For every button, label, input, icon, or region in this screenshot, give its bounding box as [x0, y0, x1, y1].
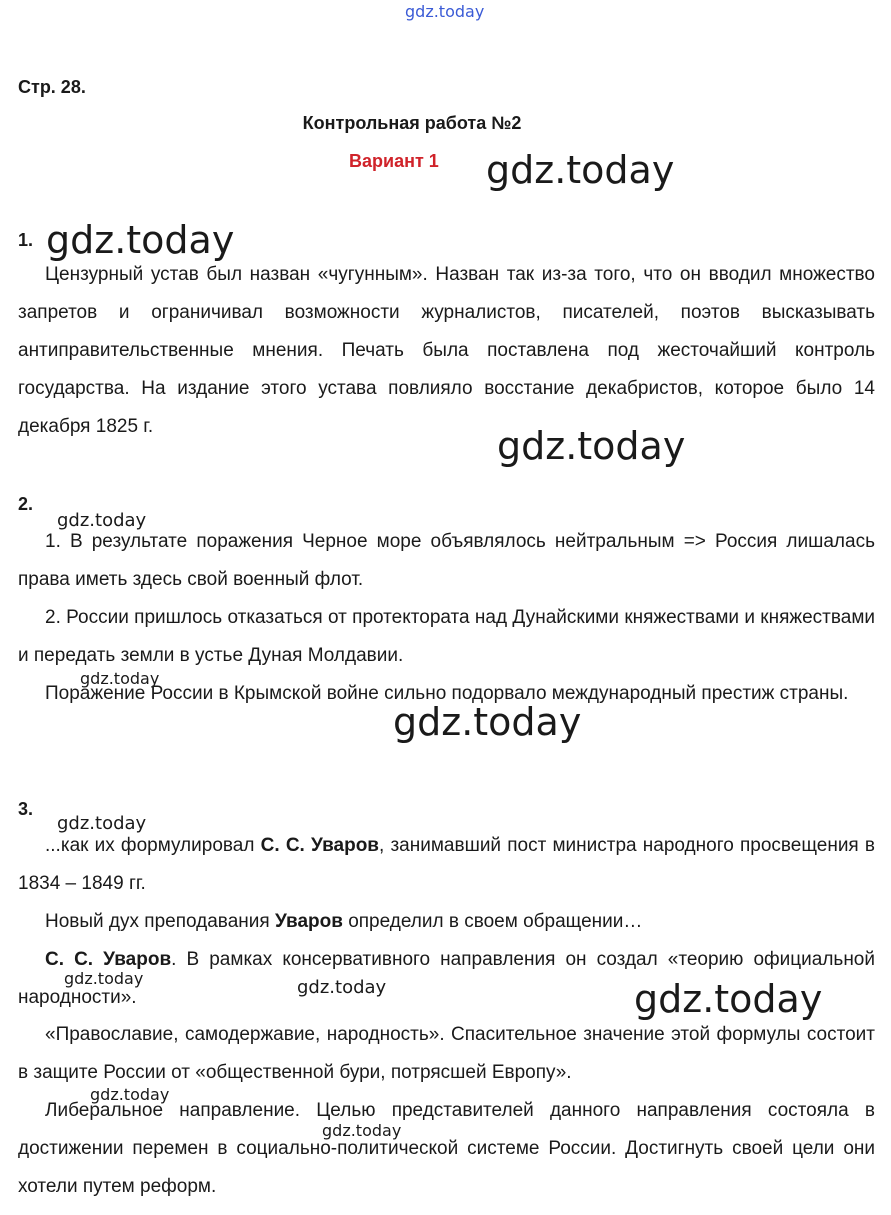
watermark-top: gdz.today [405, 2, 485, 21]
page-reference: Стр. 28. [18, 77, 86, 97]
watermark: gdz.today [64, 969, 144, 988]
watermark: gdz.today [57, 813, 147, 834]
task-2-conclusion: Поражение России в Крымской войне сильно подорвало международный престиж страны. [45, 683, 849, 704]
task-3-paragraph-3: С. С. Уваров. В рамках консервативного направления он создал «теорию официальной народности». [18, 949, 875, 1008]
task-3-paragraph-5: Либеральное направление. Целью представителей данного направления состояла в достижении перемен в социально-политической системе России. Достигнуть своей цели они хотели путем реформ. [18, 1100, 875, 1197]
task-2-item-1: 1. В результате поражения Черное море объявлялось нейтральным => Россия лишалась права иметь здесь свой военный флот. [18, 531, 875, 590]
watermark: gdz.today [297, 977, 387, 998]
task-number: 2. [18, 494, 34, 514]
name-uvarov: С. С. Уваров [45, 949, 172, 970]
watermark: gdz.today [486, 148, 675, 192]
task-1-paragraph: Цензурный устав был назван «чугунным». Назван так из-за того, что он вводил множество запретов и ограничивал возможности журналистов, писателей, поэтов высказывать антиправительственные мнения. Печать была поставлена под жесточайший контроль государства. На издание этого устава повлияло восстание декабристов, которое было 14 декабря 1825 г. [18, 264, 875, 437]
watermark: gdz.today [322, 1121, 402, 1140]
variant-label: Вариант 1 [349, 151, 439, 171]
name-uvarov: С. С. Уваров [260, 835, 379, 856]
watermark: gdz.today [393, 700, 582, 744]
task-2-item-2: 2. России пришлось отказаться от протектората над Дунайскими княжествами и княжествами и передать земли в устье Дуная Молдавии. [18, 607, 875, 666]
watermark: gdz.today [90, 1085, 170, 1104]
task-number: 1. [18, 230, 34, 250]
task-3-paragraph-1: ...как их формулировал С. С. Уваров, занимавший пост министра народного просвещения в 1834 – 1849 гг. [18, 835, 876, 894]
watermark: gdz.today [497, 424, 686, 468]
page-title: Контрольная работа №2 [302, 113, 522, 133]
watermark: gdz.today [46, 218, 235, 262]
task-3-paragraph-4: «Православие, самодержавие, народность». Спасительное значение этой формулы состоит в защите России от «общественной бури, потрясшей Европу». [18, 1024, 875, 1083]
watermark: gdz.today [634, 977, 823, 1021]
name-uvarov: Уваров [274, 911, 343, 932]
watermark: gdz.today [80, 669, 160, 688]
watermark: gdz.today [57, 510, 147, 531]
task-number: 3. [18, 799, 34, 819]
task-3-paragraph-2: Новый дух преподавания Уваров определил в своем обращении… [45, 911, 643, 932]
